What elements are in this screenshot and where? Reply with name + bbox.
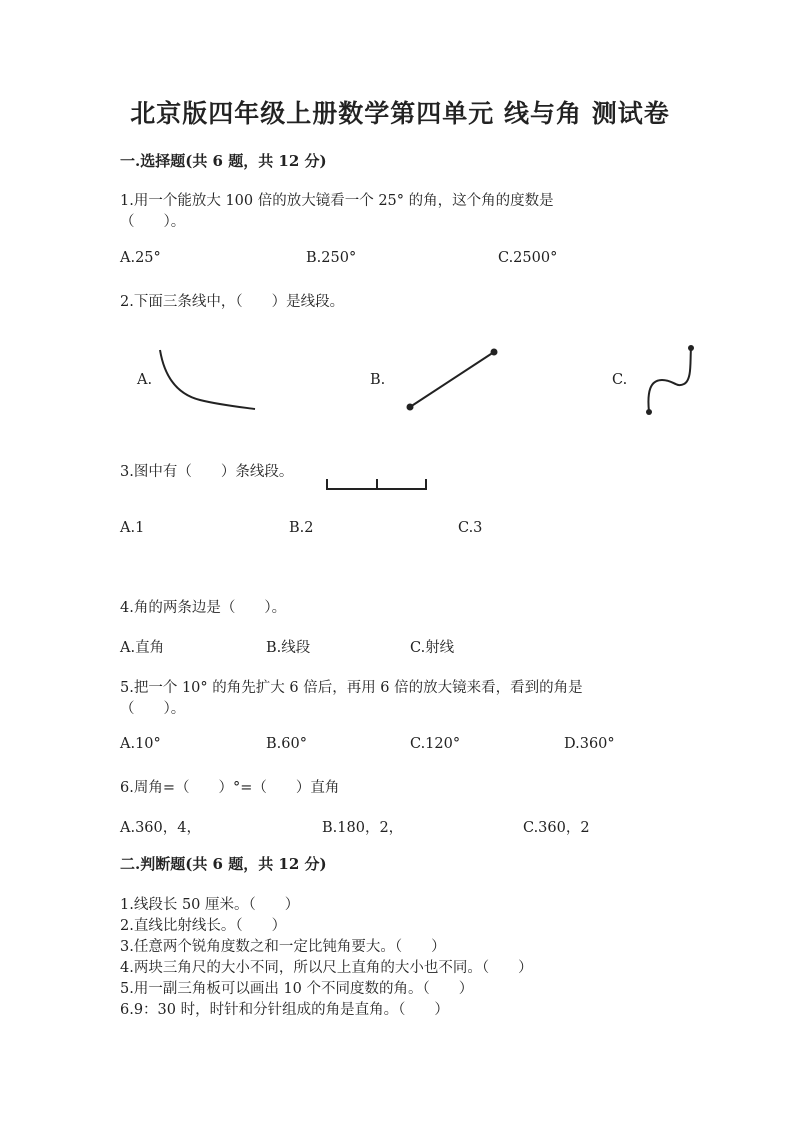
judgment-item-1: 1.线段长 50 厘米。（ ） <box>120 897 300 913</box>
curve-figure-a <box>155 345 260 415</box>
question-6-option-c: C.360，2 <box>523 820 590 836</box>
question-1-option-c: C.2500° <box>498 250 558 266</box>
curve-line-c <box>648 348 691 412</box>
curve-c-endpoint-2 <box>688 345 694 351</box>
question-2-label-c: C. <box>612 372 628 388</box>
judgment-item-5: 5.用一副三角板可以画出 10 个不同度数的角。（ ） <box>120 981 474 997</box>
curve-c-endpoint-1 <box>646 409 652 415</box>
segment-figure-b <box>402 345 502 415</box>
judgment-item-3: 3.任意两个锐角度数之和一定比钝角要大。（ ） <box>120 939 446 955</box>
curve-line-a <box>160 350 255 409</box>
judgment-item-4: 4.两块三角尺的大小不同，所以尺上直角的大小也不同。（ ） <box>120 960 533 976</box>
question-5-option-b: B.60° <box>266 736 307 752</box>
question-2-label-b: B. <box>370 372 386 388</box>
question-5-text: 5.把一个 10° 的角先扩大 6 倍后，再用 6 倍的放大镜来看，看到的角是 <box>120 680 583 696</box>
question-2-text: 2.下面三条线中，（ ）是线段。 <box>120 294 345 310</box>
section-heading-choice: 一.选择题(共 6 题，共 12 分) <box>120 152 327 170</box>
question-5-blank: （ ）。 <box>120 701 186 717</box>
segment-endpoint-1 <box>407 404 414 411</box>
segment-endpoint-2 <box>491 349 498 356</box>
question-1-option-b: B.250° <box>306 250 357 266</box>
page-title: 北京版四年级上册数学第四单元 线与角 测试卷 <box>130 99 670 128</box>
question-1-option-a: A.25° <box>120 250 161 266</box>
question-6-text: 6.周角=（ ）°=（ ）直角 <box>120 780 340 796</box>
question-2-label-a: A. <box>137 372 153 388</box>
question-5-option-c: C.120° <box>410 736 461 752</box>
judgment-item-6: 6.9：30 时，时针和分针组成的角是直角。（ ） <box>120 1002 449 1018</box>
curve-figure-c <box>642 342 702 418</box>
section-heading-judgment: 二.判断题(共 6 题，共 12 分) <box>120 855 327 873</box>
question-1-text: 1.用一个能放大 100 倍的放大镜看一个 25° 的角，这个角的度数是 <box>120 193 554 209</box>
question-3-option-a: A.1 <box>120 520 145 536</box>
question-6-option-b: B.180，2， <box>322 820 404 836</box>
question-3-text: 3.图中有（ ）条线段。 <box>120 464 294 480</box>
segment-line-b <box>410 352 494 407</box>
question-1-blank: （ ）。 <box>120 214 186 230</box>
question-4-option-c: C.射线 <box>410 640 455 656</box>
question-3-option-b: B.2 <box>289 520 314 536</box>
question-4-option-a: A.直角 <box>120 640 165 656</box>
question-4-text: 4.角的两条边是（ ）。 <box>120 600 287 616</box>
question-5-option-a: A.10° <box>120 736 161 752</box>
judgment-item-2: 2.直线比射线长。（ ） <box>120 918 287 934</box>
question-3-option-c: C.3 <box>458 520 483 536</box>
question-5-option-d: D.360° <box>564 736 615 752</box>
question-6-option-a: A.360，4， <box>120 820 201 836</box>
segment-diagram-q3 <box>323 475 433 497</box>
question-4-option-b: B.线段 <box>266 640 311 656</box>
